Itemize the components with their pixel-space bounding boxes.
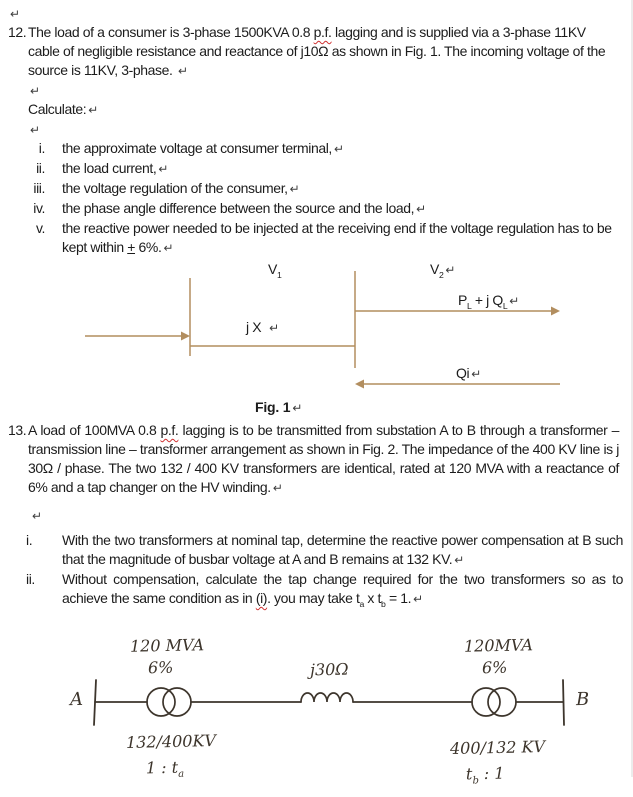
- right-transformer-reactance: 6%: [481, 657, 508, 678]
- inductor-symbol: [301, 693, 353, 702]
- paragraph-mark: ↵: [454, 553, 464, 567]
- caption-text: Fig. 1: [255, 399, 291, 415]
- list-marker: iv.: [33, 200, 45, 216]
- paragraph-mark: ↵: [272, 481, 283, 495]
- spellcheck-word: p.f.: [313, 24, 332, 40]
- ta-subscript: a: [359, 598, 364, 609]
- list-marker: iii.: [33, 180, 45, 196]
- load-mid-text: + j Q: [471, 292, 503, 308]
- left-tap-ratio: [146, 757, 185, 784]
- list-item-text: [62, 179, 621, 199]
- list-text: the reactive power needed to be injected at the receiving end if the voltage regulation has to be kept within: [62, 220, 612, 255]
- transformer-left-coil-2: [163, 688, 191, 716]
- left-transformer-rating: 120 MVA: [129, 635, 205, 656]
- list-item: [0, 159, 631, 179]
- paragraph-mark: ↵: [158, 162, 169, 176]
- right-tap-ratio: [466, 763, 505, 790]
- calculate-label: Calculate:: [28, 101, 87, 117]
- paragraph-mark: ↵: [269, 321, 279, 335]
- list-item: [0, 219, 631, 258]
- v1-label: [268, 260, 281, 285]
- list-item: [0, 199, 631, 219]
- left-tap-text: 1 : t: [145, 757, 179, 778]
- paragraph-mark: ↵: [163, 241, 174, 255]
- calculate-label-line: [0, 100, 631, 120]
- transformer-right-coil-2: [488, 688, 516, 716]
- list-marker: i.: [38, 140, 45, 156]
- list-text: the load current,: [62, 160, 157, 176]
- left-tap-subscript: a: [178, 768, 185, 780]
- v2-base: V: [430, 261, 439, 277]
- list-text: the voltage regulation of the consumer,: [62, 180, 288, 196]
- list-item-text: [62, 159, 621, 179]
- list-marker: v.: [35, 220, 45, 236]
- list-item: [0, 531, 631, 570]
- list-item: [0, 139, 631, 159]
- bus-b-bar: [563, 680, 564, 725]
- list-text: the approximate voltage at consumer terminal,: [62, 140, 332, 156]
- problem-12-text: [28, 23, 619, 81]
- load-power-arrowhead: [551, 307, 560, 316]
- problem-text: A load of 100MVA 0.8: [28, 422, 161, 438]
- plus-minus-sign: +: [127, 239, 136, 255]
- p-subscript: L: [466, 300, 472, 311]
- figure-2: [0, 614, 631, 797]
- v1-base: V: [268, 261, 277, 277]
- list-text: Without compensation, calculate the tap change required for the two transformers so as to achieve the same condition as in: [62, 571, 623, 606]
- right-tap-end-text: : 1: [478, 763, 505, 783]
- list-marker: ii.: [26, 571, 35, 587]
- transformer-right-coil-1: [472, 688, 500, 716]
- qi-label: [456, 364, 481, 384]
- list-item-text: [62, 139, 621, 159]
- spellcheck-word: (i): [255, 590, 268, 606]
- empty-paragraph: [0, 120, 631, 139]
- line-impedance-label: j30Ω: [309, 659, 349, 680]
- empty-paragraph: [0, 4, 631, 23]
- load-power-label: [458, 291, 519, 316]
- paragraph-mark: ↵: [413, 592, 423, 606]
- problem-12-list: [0, 139, 631, 258]
- right-tap-subscript: b: [472, 775, 479, 787]
- problem-number: 12.: [8, 24, 27, 40]
- list-item-text: [62, 219, 621, 258]
- problem-text: lagging is to be transmitted from substation A to B through a transformer – transmission line – transformer arrangement as shown in Fig. 2. The impedance of the 400 KV line is j 30Ω / phase. The two 132 / 400 KV transformers are identical, rated at 120 MVA with a reactance of 6% and a tap changer on the HV winding.: [28, 422, 619, 495]
- list-marker: i.: [26, 532, 33, 548]
- paragraph-mark: ↵: [509, 294, 519, 308]
- problem-13-text: [28, 421, 619, 498]
- v1-subscript: 1: [276, 269, 282, 280]
- paragraph-mark: ↵: [445, 263, 456, 277]
- list-text: With the two transformers at nominal tap, determine the reactive power compensation at B such that the magnitude of busbar voltage at A and B remains at 132 KV.: [62, 532, 623, 567]
- bus-a-label: A: [69, 688, 84, 710]
- list-item: [0, 570, 631, 614]
- empty-paragraph: [0, 506, 631, 525]
- bus-b-label: B: [575, 688, 590, 710]
- incoming-arrowhead: [181, 332, 190, 341]
- empty-paragraph: [0, 81, 631, 100]
- paragraph-mark: ↵: [289, 182, 300, 196]
- left-transformer-reactance: 6%: [147, 657, 174, 678]
- p-base: P: [458, 292, 467, 308]
- paragraph-mark: ↵: [30, 84, 40, 98]
- paragraph-mark: ↵: [10, 7, 20, 21]
- v2-subscript: 2: [438, 269, 444, 280]
- figure-1-caption: [255, 398, 302, 418]
- list-text: 6%.: [135, 239, 162, 255]
- problem-13-list: [0, 531, 631, 614]
- paragraph-mark: ↵: [471, 367, 481, 381]
- problem-number: 13.: [8, 422, 27, 438]
- tb-subscript: b: [381, 598, 386, 609]
- list-text: the phase angle difference between the source and the load,: [62, 200, 415, 216]
- right-transformer-rating: 120MVA: [463, 635, 534, 656]
- paragraph-mark: ↵: [333, 142, 344, 156]
- problem-text: lagging and is supplied via a 3-phase 11KV cable of negligible resistance and reactance of j10Ω as shown in Fig. 1. The incoming voltage of the source is 11KV, 3-phase.: [28, 24, 606, 78]
- problem-12-paragraph: [0, 23, 631, 81]
- paragraph-mark: ↵: [88, 103, 98, 117]
- paragraph-mark: ↵: [32, 509, 42, 523]
- list-item-text: [62, 531, 623, 570]
- paragraph-mark: ↵: [30, 123, 40, 137]
- list-text: . you may take t: [267, 590, 360, 606]
- transformer-left-coil-1: [147, 688, 175, 716]
- list-text: x t: [363, 590, 382, 606]
- problem-13-paragraph: [0, 421, 631, 498]
- paragraph-mark: ↵: [292, 401, 303, 415]
- problem-text: The load of a consumer is 3-phase 1500KVA 0.8: [28, 24, 314, 40]
- figure-2-drawing: [0, 614, 633, 797]
- spellcheck-word: p.f.: [160, 422, 179, 438]
- list-item-text: [62, 199, 621, 219]
- right-tap-text: t: [465, 764, 473, 784]
- v2-label: [430, 260, 455, 285]
- qi-arrowhead: [355, 380, 364, 389]
- paragraph-mark: ↵: [416, 202, 426, 216]
- qi-text: Qi: [456, 365, 470, 381]
- figure-1-drawing: [0, 258, 633, 421]
- jx-text: j X: [246, 319, 262, 335]
- paragraph-mark: ↵: [178, 64, 188, 78]
- q-subscript: L: [502, 300, 508, 311]
- list-marker: ii.: [36, 160, 45, 176]
- reactance-label: [246, 318, 279, 338]
- right-transformer-ratio: 400/132 KV: [449, 736, 546, 758]
- list-text: = 1.: [385, 590, 412, 606]
- list-item-text: [62, 570, 623, 614]
- list-item: [0, 179, 631, 199]
- figure-1: [0, 258, 631, 421]
- left-transformer-ratio: 132/400KV: [125, 730, 217, 752]
